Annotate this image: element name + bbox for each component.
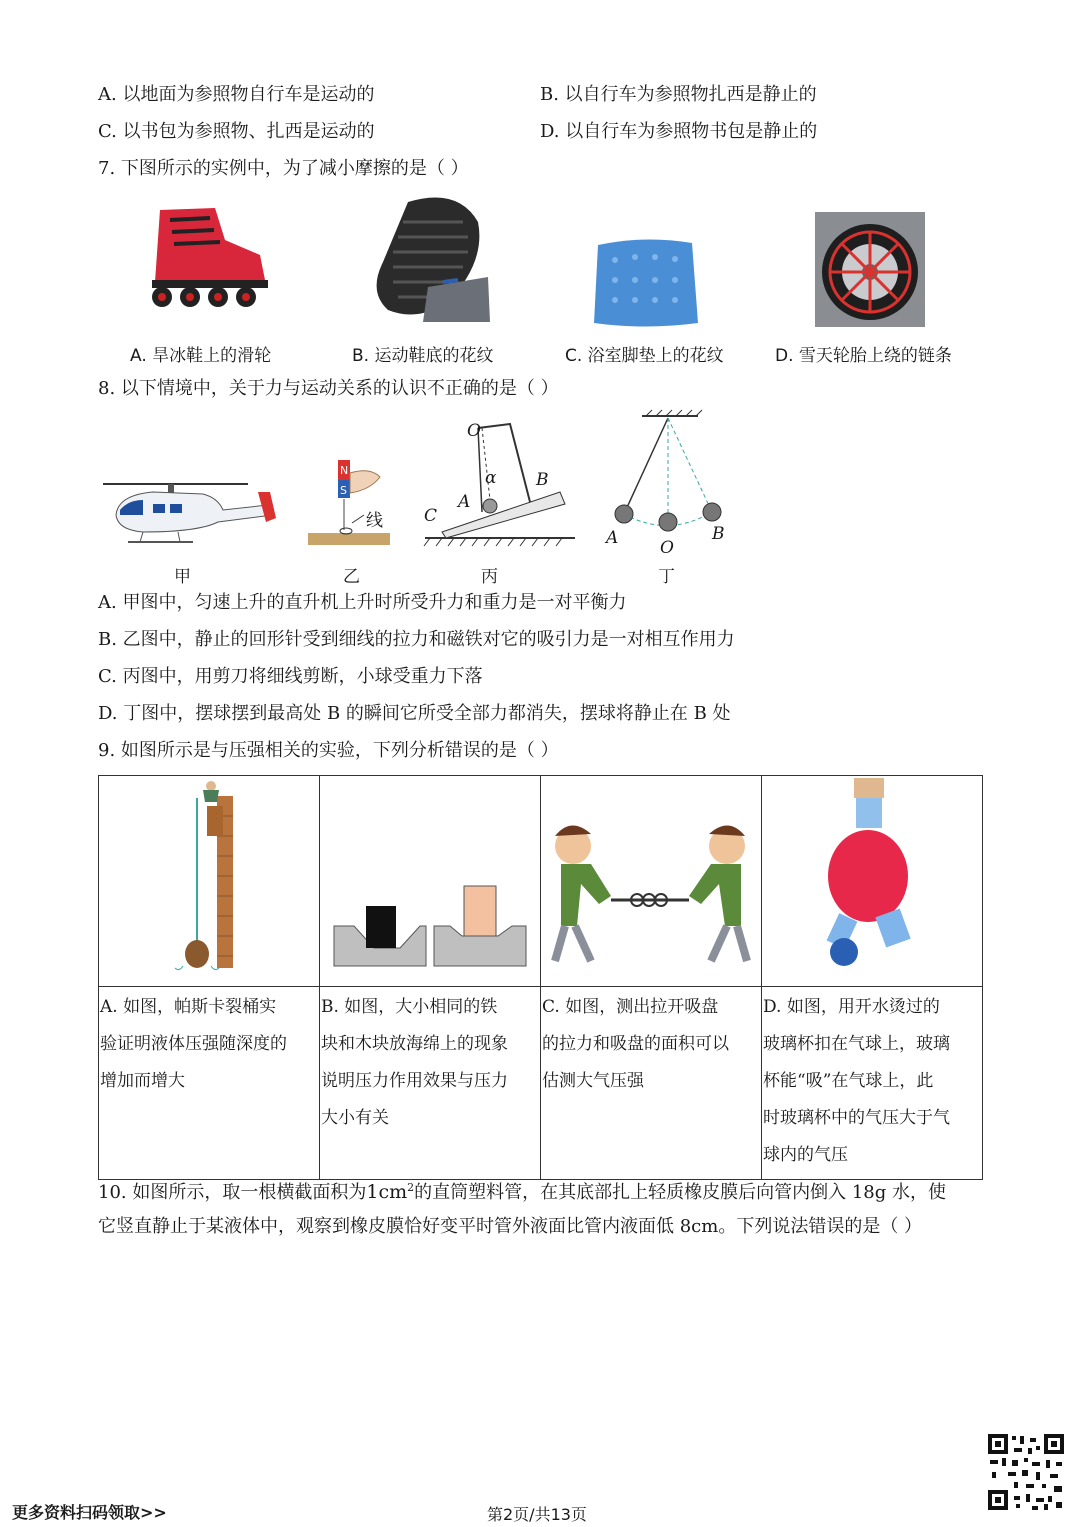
balloon-cups-image: [762, 776, 982, 982]
incline-label-c: C: [424, 506, 438, 526]
cell-text-c: [541, 987, 762, 1180]
q6-option-d: D. 以自行车为参照物书包是静止的: [540, 121, 818, 142]
incline-diagram: [420, 420, 580, 550]
figure-label-bing: 丙: [481, 567, 498, 587]
figure-label-yi: 乙: [343, 567, 360, 587]
sponge-blocks-image: [320, 776, 540, 982]
cell-c-line-3: 估测大气压强: [542, 1071, 644, 1091]
q8-option-d: D. 丁图中，摆球摆到最高处 B 的瞬间它所受全部力都消失，摆球将静止在 B 处: [98, 703, 731, 724]
page-number: 第2页/共13页: [487, 1505, 587, 1524]
q10-line-1-post: 的直筒塑料管，在其底部扎上轻质橡皮膜后向管内倒入 18g 水，使: [414, 1182, 946, 1203]
incline-label-o: O: [467, 421, 481, 441]
bath-mat-image: [590, 235, 700, 330]
cell-text-b: [320, 987, 541, 1180]
incline-label-a: A: [458, 492, 471, 512]
pendulum-label-a: A: [606, 528, 619, 548]
q7-caption-b: B. 运动鞋底的花纹: [352, 346, 494, 366]
roller-skate-image: [140, 200, 270, 310]
cell-d-line-3: 杯能“吸”在气球上，此: [763, 1071, 934, 1091]
tire-chain-image: [815, 212, 925, 327]
cell-d-line-1: D. 如图，用开水烫过的: [763, 997, 940, 1017]
sports-shoe-sole-image: [368, 192, 493, 327]
q7-stem: 7. 下图所示的实例中，为了减小摩擦的是（ ）: [98, 158, 469, 179]
magnet-s-label: S: [340, 484, 347, 497]
cell-image-b: [320, 776, 541, 987]
cell-image-c: [541, 776, 762, 987]
q8-stem: 8. 以下情境中，关于力与运动关系的认识不正确的是（ ）: [98, 378, 559, 399]
pendulum-label-o: O: [660, 538, 674, 558]
cell-a-line-1: A. 如图，帕斯卡裂桶实: [100, 997, 277, 1017]
cell-image-d: [762, 776, 983, 987]
cell-text-d: [762, 987, 983, 1180]
q7-caption-c: C. 浴室脚垫上的花纹: [565, 346, 724, 366]
footer-scan-prompt[interactable]: 更多资料扫码领取>>: [12, 1503, 167, 1522]
pendulum-diagram: [600, 408, 730, 533]
cell-d-line-2: 玻璃杯扣在气球上，玻璃: [763, 1034, 950, 1054]
cell-image-a: [99, 776, 320, 987]
thread-label: 线: [366, 511, 383, 531]
magnet-clip-image: [300, 455, 395, 550]
pressure-experiment-table: [98, 775, 983, 1180]
cell-a-line-2: 验证明液体压强随深度的: [100, 1034, 287, 1054]
q8-option-b: B. 乙图中，静止的回形针受到细线的拉力和磁铁对它的吸引力是一对相互作用力: [98, 629, 735, 650]
q10-line-1-pre: 10. 如图所示，取一根横截面积为: [98, 1182, 367, 1203]
cell-b-line-3: 说明压力作用效果与压力: [321, 1071, 508, 1091]
q10-area-unit: 1cm: [366, 1181, 408, 1203]
q8-option-a: A. 甲图中，匀速上升的直升机上升时所受升力和重力是一对平衡力: [98, 592, 627, 613]
qr-code-image[interactable]: [986, 1432, 1066, 1512]
cell-b-line-4: 大小有关: [321, 1108, 389, 1128]
figure-label-ding: 丁: [658, 567, 675, 587]
cell-text-a: [99, 987, 320, 1180]
q6-option-b: B. 以自行车为参照物扎西是静止的: [540, 84, 817, 105]
cell-a-line-3: 增加而增大: [100, 1071, 185, 1091]
pascal-barrel-image: [99, 776, 319, 982]
q6-option-a: A. 以地面为参照物自行车是运动的: [98, 84, 375, 105]
pendulum-label-b: B: [712, 524, 725, 544]
cell-c-line-2: 的拉力和吸盘的面积可以: [542, 1034, 729, 1054]
cell-b-line-2: 块和木块放海绵上的现象: [321, 1034, 508, 1054]
incline-label-b: B: [536, 470, 549, 490]
q7-caption-d: D. 雪天轮胎上绕的链条: [775, 346, 952, 366]
helicopter-image: [98, 470, 280, 550]
q8-option-c: C. 丙图中，用剪刀将细线剪断，小球受重力下落: [98, 666, 483, 687]
q9-stem: 9. 如图所示是与压强相关的实验，下列分析错误的是（ ）: [98, 740, 559, 761]
magnet-n-label: N: [340, 464, 349, 477]
q6-option-c: C. 以书包为参照物、扎西是运动的: [98, 121, 375, 142]
figure-label-jia: 甲: [174, 567, 191, 587]
suction-cup-pull-image: [541, 776, 761, 982]
cell-d-line-4: 时玻璃杯中的气压大于气: [763, 1108, 950, 1128]
cell-c-line-1: C. 如图，测出拉开吸盘: [542, 997, 719, 1017]
q7-caption-a: A. 旱冰鞋上的滑轮: [130, 346, 272, 366]
q10-line-1: [98, 1177, 946, 1204]
q10-line-2: 它竖直静止于某液体中，观察到橡皮膜恰好变平时管外液面比管内液面低 8cm。下列说法错误的是（ ）: [98, 1216, 923, 1237]
cell-d-line-5: 球内的气压: [763, 1145, 848, 1165]
incline-label-alpha: α: [485, 468, 497, 488]
cell-b-line-1: B. 如图，大小相同的铁: [321, 997, 498, 1017]
q10-area-exponent: 2: [407, 1181, 415, 1194]
